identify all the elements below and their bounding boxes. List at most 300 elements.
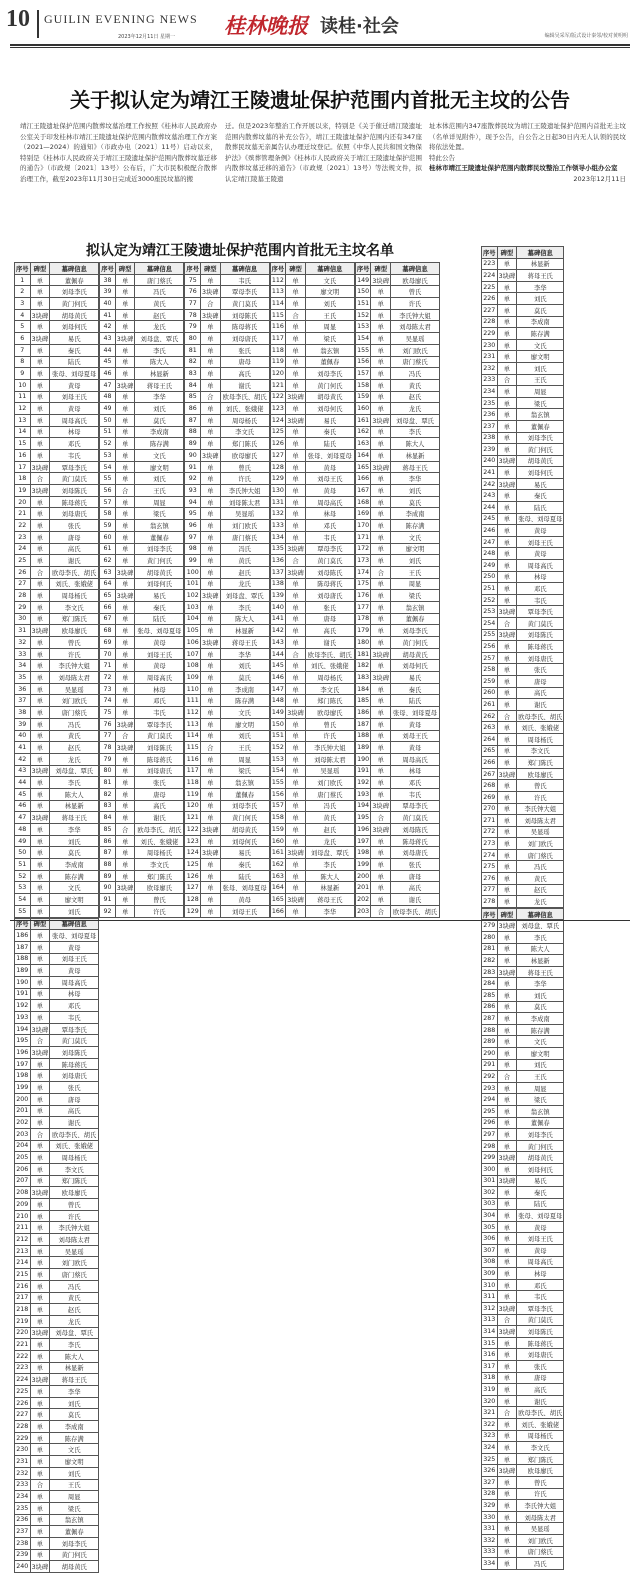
cell-no: 303 <box>482 1198 498 1210</box>
table-row <box>15 426 99 438</box>
cell-type: 3块碑 <box>497 1152 517 1164</box>
cell-info: 刘门欧氏 <box>50 1257 99 1269</box>
cell-no: 45 <box>100 356 116 368</box>
cell-info: 刘母陈氏 <box>220 309 269 321</box>
table-row <box>270 590 354 602</box>
table-row <box>482 1210 564 1222</box>
cell-info: 翁玄镇 <box>391 601 440 613</box>
cell-no: 118 <box>270 344 286 356</box>
table-row <box>185 344 269 356</box>
cell-type: 单 <box>371 321 391 333</box>
table-row <box>185 566 269 578</box>
cell-type: 单 <box>30 988 50 1000</box>
cell-no: 164 <box>355 450 371 462</box>
cell-type: 单 <box>115 520 135 532</box>
table-row <box>482 896 564 908</box>
table-row <box>482 1245 564 1257</box>
cell-type: 3块碑 <box>115 333 135 345</box>
table-row <box>270 286 354 298</box>
table-row <box>185 637 269 649</box>
table-row <box>482 699 564 711</box>
cell-info: 廖文明 <box>517 1047 564 1059</box>
cell-info: 刘母陈氏 <box>517 1326 564 1338</box>
cell-info: 陈大人 <box>220 613 269 625</box>
table-row <box>482 1395 564 1407</box>
cell-no: 159 <box>355 391 371 403</box>
cell-info: 李文氏 <box>305 683 354 695</box>
cell-type: 单 <box>371 613 391 625</box>
table-row <box>482 873 564 885</box>
cell-type: 单 <box>371 555 391 567</box>
col-header-type: 碑型 <box>286 263 306 275</box>
cell-type: 单 <box>201 461 221 473</box>
cell-no: 209 <box>15 1199 31 1211</box>
table-row <box>355 882 439 894</box>
cell-info: 欧母廖氏 <box>391 274 440 286</box>
table-row <box>482 1036 564 1048</box>
cell-no: 91 <box>185 461 201 473</box>
table-row <box>185 777 269 789</box>
cell-no: 86 <box>100 835 116 847</box>
table-row <box>482 861 564 873</box>
table-row <box>15 859 99 871</box>
cell-no: 306 <box>482 1233 498 1245</box>
table-row <box>482 780 564 792</box>
cell-no: 329 <box>482 1500 498 1512</box>
cell-info: 曾氏 <box>50 1199 99 1211</box>
cell-info: 董佩春 <box>50 1526 99 1538</box>
cell-info: 刘母唐氏 <box>135 765 184 777</box>
masthead-logo: 桂林晚报 <box>224 10 308 40</box>
cell-no: 228 <box>15 1421 31 1433</box>
table-row <box>100 859 184 871</box>
cell-info: 易氏 <box>50 333 99 345</box>
cell-no: 161 <box>270 847 286 859</box>
table-row <box>15 1222 99 1234</box>
cell-no: 29 <box>15 601 31 613</box>
cell-type: 单 <box>201 473 221 485</box>
cell-info: 刘母王氏 <box>135 648 184 660</box>
cell-info: 谢氏 <box>135 812 184 824</box>
cell-info: 张母、刘母夏母 <box>391 707 440 719</box>
cell-no: 198 <box>15 1070 31 1082</box>
cell-no: 292 <box>482 1071 498 1083</box>
table-row <box>100 660 184 672</box>
cell-type: 单 <box>115 461 135 473</box>
cell-no: 116 <box>185 753 201 765</box>
cell-type: 单 <box>30 1222 50 1234</box>
table-row <box>100 742 184 754</box>
cell-no: 109 <box>185 672 201 684</box>
cell-info: 邓氏 <box>517 583 564 595</box>
cell-no: 199 <box>355 859 371 871</box>
table-row <box>482 618 564 630</box>
cell-type: 单 <box>30 730 50 742</box>
grave-table <box>481 908 564 1570</box>
table-row <box>100 601 184 613</box>
table-row <box>185 613 269 625</box>
cell-info: 易氏 <box>220 847 269 859</box>
cell-no: 44 <box>100 344 116 356</box>
cell-info: 吴显瑶 <box>391 333 440 345</box>
table-row <box>355 473 439 485</box>
cell-info: 莫氏 <box>135 414 184 426</box>
cell-type: 单 <box>30 1362 50 1374</box>
table-row <box>100 847 184 859</box>
cell-info: 林显新 <box>517 955 564 967</box>
table-row <box>185 520 269 532</box>
table-row <box>15 905 99 917</box>
cell-info: 周母高氏 <box>305 496 354 508</box>
cell-type: 单 <box>30 426 50 438</box>
cell-no: 162 <box>270 859 286 871</box>
cell-type: 单 <box>30 1000 50 1012</box>
table-row <box>270 847 354 859</box>
cell-no: 249 <box>482 560 498 572</box>
table-row <box>185 438 269 450</box>
cell-no: 270 <box>482 803 498 815</box>
table-row <box>15 1047 99 1059</box>
table-row <box>15 1502 99 1514</box>
cell-no: 243 <box>482 490 498 502</box>
cell-info: 张母、刘母夏母 <box>305 450 354 462</box>
table-row <box>185 695 269 707</box>
cell-type: 单 <box>115 414 135 426</box>
cell-no: 148 <box>270 695 286 707</box>
cell-type: 单 <box>497 490 517 502</box>
cell-no: 166 <box>270 905 286 917</box>
cell-no: 272 <box>482 826 498 838</box>
cell-type: 单 <box>286 450 306 462</box>
table-row <box>482 328 564 340</box>
cell-type: 单 <box>30 1199 50 1211</box>
table-row <box>15 1210 99 1222</box>
table-row <box>100 753 184 765</box>
cell-info: 翁玄镇 <box>135 520 184 532</box>
cell-info: 唐母 <box>50 531 99 543</box>
cell-info: 廖文明 <box>305 286 354 298</box>
table-row <box>355 379 439 391</box>
cell-type: 单 <box>30 1058 50 1070</box>
header-rule <box>10 44 630 46</box>
cell-no: 145 <box>270 660 286 672</box>
cell-info: 唐门蔡氏 <box>50 1269 99 1281</box>
table-row <box>15 730 99 742</box>
cell-type: 单 <box>201 753 221 765</box>
cell-type: 单 <box>497 757 517 769</box>
cell-info: 梁氏 <box>135 508 184 520</box>
cell-info: 陈存满 <box>220 695 269 707</box>
cell-type: 单 <box>497 397 517 409</box>
cell-type: 3块碑 <box>115 590 135 602</box>
cell-type: 单 <box>286 531 306 543</box>
cell-info: 刘门欧氏 <box>220 520 269 532</box>
cell-type: 单 <box>30 1467 50 1479</box>
cell-no: 271 <box>482 815 498 827</box>
table-row <box>100 473 184 485</box>
cell-no: 44 <box>15 777 31 789</box>
table-row <box>355 391 439 403</box>
cell-no: 54 <box>15 894 31 906</box>
table-row <box>100 520 184 532</box>
cell-no: 229 <box>482 328 498 340</box>
cell-no: 76 <box>100 718 116 730</box>
table-row <box>482 955 564 967</box>
cell-no: 81 <box>185 344 201 356</box>
cell-no: 126 <box>270 438 286 450</box>
cell-info: 黄母 <box>135 637 184 649</box>
cell-type: 3块碑 <box>371 824 391 836</box>
cell-type: 单 <box>371 683 391 695</box>
cell-no: 184 <box>355 683 371 695</box>
table-row <box>15 485 99 497</box>
table-row <box>15 590 99 602</box>
table-row <box>185 496 269 508</box>
cell-no: 234 <box>482 386 498 398</box>
cell-no: 53 <box>100 450 116 462</box>
cell-info: 莫氏 <box>391 496 440 508</box>
cell-info: 刘母盘、覃氏 <box>305 847 354 859</box>
cell-type: 单 <box>497 409 517 421</box>
table-row <box>482 978 564 990</box>
cell-no: 137 <box>270 566 286 578</box>
cell-type: 合 <box>115 824 135 836</box>
cell-no: 155 <box>270 777 286 789</box>
cell-type: 单 <box>115 707 135 719</box>
cell-type: 单 <box>115 426 135 438</box>
cell-no: 142 <box>270 625 286 637</box>
header-divider <box>37 10 39 38</box>
table-row <box>100 356 184 368</box>
cell-info: 郑门陈氏 <box>517 1453 564 1465</box>
table-row <box>482 432 564 444</box>
table-row <box>482 1384 564 1396</box>
cell-type: 单 <box>286 321 306 333</box>
cell-info: 秦氏 <box>135 601 184 613</box>
cell-type: 单 <box>201 905 221 917</box>
article-col-3 <box>429 121 626 184</box>
table-row <box>355 555 439 567</box>
table-row <box>185 368 269 380</box>
cell-no: 307 <box>482 1245 498 1257</box>
cell-type: 单 <box>201 660 221 672</box>
cell-no: 241 <box>482 467 498 479</box>
cell-no: 158 <box>270 812 286 824</box>
cell-type: 3块碑 <box>30 625 50 637</box>
table-row <box>15 1093 99 1105</box>
cell-info: 刘母陈太君 <box>517 1511 564 1523</box>
cell-no: 194 <box>15 1023 31 1035</box>
cell-info: 陈大人 <box>50 788 99 800</box>
table-row <box>355 905 439 917</box>
table-row <box>15 1023 99 1035</box>
cell-info: 曾氏 <box>50 637 99 649</box>
table-row <box>15 1105 99 1117</box>
table-row <box>482 1453 564 1465</box>
cell-type: 单 <box>371 543 391 555</box>
cell-no: 53 <box>15 882 31 894</box>
cell-type: 单 <box>497 664 517 676</box>
cell-no: 326 <box>482 1465 498 1477</box>
cell-type: 3块碑 <box>115 379 135 391</box>
cell-type: 单 <box>497 826 517 838</box>
cell-no: 140 <box>270 601 286 613</box>
table-row <box>270 788 354 800</box>
cell-type: 3块碑 <box>497 478 517 490</box>
cell-type: 单 <box>497 1418 517 1430</box>
cell-type: 3块碑 <box>30 1023 50 1035</box>
cell-no: 281 <box>482 943 498 955</box>
cell-no: 205 <box>15 1152 31 1164</box>
cell-info: 曾氏 <box>517 780 564 792</box>
cell-type: 单 <box>497 803 517 815</box>
cell-info: 黄门莫氏 <box>305 555 354 567</box>
cell-no: 16 <box>15 450 31 462</box>
grave-list-right <box>481 246 627 1570</box>
cell-no: 127 <box>185 882 201 894</box>
cell-no: 200 <box>15 1093 31 1105</box>
cell-type: 单 <box>286 368 306 380</box>
cell-info: 欧母李氏、胡氏 <box>517 1407 564 1419</box>
table-row <box>355 531 439 543</box>
cell-no: 174 <box>355 566 371 578</box>
cell-info: 高氏 <box>50 543 99 555</box>
cell-type: 单 <box>30 660 50 672</box>
cell-type: 单 <box>371 438 391 450</box>
table-row <box>15 930 99 942</box>
cell-info: 韦氏 <box>391 788 440 800</box>
table-row <box>15 1350 99 1362</box>
cell-info: 林显新 <box>305 882 354 894</box>
table-row <box>482 560 564 572</box>
cell-info: 欧母李氏、胡氏 <box>50 1128 99 1140</box>
cell-type: 单 <box>497 780 517 792</box>
cell-type: 单 <box>371 391 391 403</box>
cell-type: 单 <box>201 730 221 742</box>
table-row <box>185 274 269 286</box>
cell-type: 单 <box>30 800 50 812</box>
cell-info: 张母、刘母夏母 <box>50 930 99 942</box>
table-row <box>185 531 269 543</box>
table-row <box>270 800 354 812</box>
cell-type: 单 <box>201 566 221 578</box>
cell-info: 陈母蒋氏 <box>391 835 440 847</box>
cell-type: 单 <box>30 1549 50 1561</box>
cell-info: 刘母唐氏 <box>391 847 440 859</box>
cell-type: 3块碑 <box>286 414 306 426</box>
cell-no: 301 <box>482 1175 498 1187</box>
cell-info: 冯氏 <box>517 861 564 873</box>
cell-type: 单 <box>115 508 135 520</box>
table-row <box>15 1012 99 1024</box>
table-row <box>270 625 354 637</box>
cell-no: 147 <box>270 683 286 695</box>
cell-info: 刘母唐氏 <box>305 590 354 602</box>
cell-type: 单 <box>115 637 135 649</box>
cell-type: 单 <box>371 426 391 438</box>
cell-info: 胡母黄氏 <box>517 1152 564 1164</box>
table-row <box>185 730 269 742</box>
cell-info: 韦氏 <box>135 707 184 719</box>
cell-type: 单 <box>30 590 50 602</box>
cell-type: 单 <box>286 859 306 871</box>
cell-type: 3块碑 <box>115 718 135 730</box>
cell-no: 26 <box>15 566 31 578</box>
cell-type: 单 <box>371 859 391 871</box>
cell-type: 单 <box>497 641 517 653</box>
table-row <box>355 683 439 695</box>
table-row <box>482 1013 564 1025</box>
cell-type: 单 <box>497 1361 517 1373</box>
cell-no: 170 <box>355 520 371 532</box>
cell-no: 216 <box>15 1280 31 1292</box>
cell-info: 王氏 <box>517 1071 564 1083</box>
cell-info: 周显 <box>50 1491 99 1503</box>
cell-no: 52 <box>100 438 116 450</box>
cell-type: 单 <box>371 379 391 391</box>
cell-type: 单 <box>286 298 306 310</box>
cell-type: 单 <box>371 660 391 672</box>
cell-no: 232 <box>482 362 498 374</box>
table-row <box>100 333 184 345</box>
cell-info: 陈大人 <box>50 1350 99 1362</box>
cell-type: 单 <box>30 414 50 426</box>
cell-info: 廖文明 <box>220 718 269 730</box>
table-row <box>482 606 564 618</box>
cell-no: 157 <box>270 800 286 812</box>
table-row <box>15 438 99 450</box>
cell-type: 单 <box>371 333 391 345</box>
cell-info: 黄门莫氏 <box>50 473 99 485</box>
cell-info: 刘氏、张娥佬 <box>517 1418 564 1430</box>
cell-info: 廖文明 <box>50 894 99 906</box>
cell-type: 单 <box>30 391 50 403</box>
table-row <box>482 1314 564 1326</box>
cell-no: 87 <box>100 847 116 859</box>
cell-info: 林母 <box>50 988 99 1000</box>
cell-type: 单 <box>115 683 135 695</box>
cell-no: 104 <box>185 613 201 625</box>
table-row <box>15 613 99 625</box>
cell-info: 文氏 <box>50 1444 99 1456</box>
cell-info: 黄门莫氏 <box>220 298 269 310</box>
cell-info: 文氏 <box>391 531 440 543</box>
table-row <box>15 870 99 882</box>
cell-type: 单 <box>30 1526 50 1538</box>
cell-info: 陈存满 <box>50 1432 99 1444</box>
article-para-1: 靖江王陵遗址保护范围内散葬坟墓治理工作按照《桂林市人民政府办公室关于印发桂林市靖江王陵遗址保护范围内散葬坟墓治理工作方案（2021—2024）的通知》（市政办电〔2021〕11号）启动以来，特别是《桂林市人民政府关于靖江王陵遗址保护范围内散葬坟墓迁移的通告》（市政规〔2021〕13号）公布后，广大市民积极配合散葬治理工作，截至2023年11月30日完成近3000座民坟墓的搬 <box>20 121 217 184</box>
cell-info: 刘氏 <box>391 485 440 497</box>
cell-info: 刘氏 <box>50 1397 99 1409</box>
cell-no: 85 <box>185 391 201 403</box>
table-row <box>482 1117 564 1129</box>
cell-type: 3块碑 <box>201 286 221 298</box>
cell-type: 单 <box>30 286 50 298</box>
cell-no: 191 <box>355 765 371 777</box>
cell-type: 3块碑 <box>201 309 221 321</box>
cell-no: 135 <box>270 543 286 555</box>
cell-no: 218 <box>15 1304 31 1316</box>
table-row <box>15 473 99 485</box>
table-row <box>100 683 184 695</box>
cell-type: 单 <box>497 467 517 479</box>
table-row <box>15 321 99 333</box>
cell-type: 单 <box>115 695 135 707</box>
table-row <box>15 298 99 310</box>
cell-no: 75 <box>100 707 116 719</box>
cell-no: 226 <box>15 1397 31 1409</box>
cell-type: 单 <box>30 1269 50 1281</box>
